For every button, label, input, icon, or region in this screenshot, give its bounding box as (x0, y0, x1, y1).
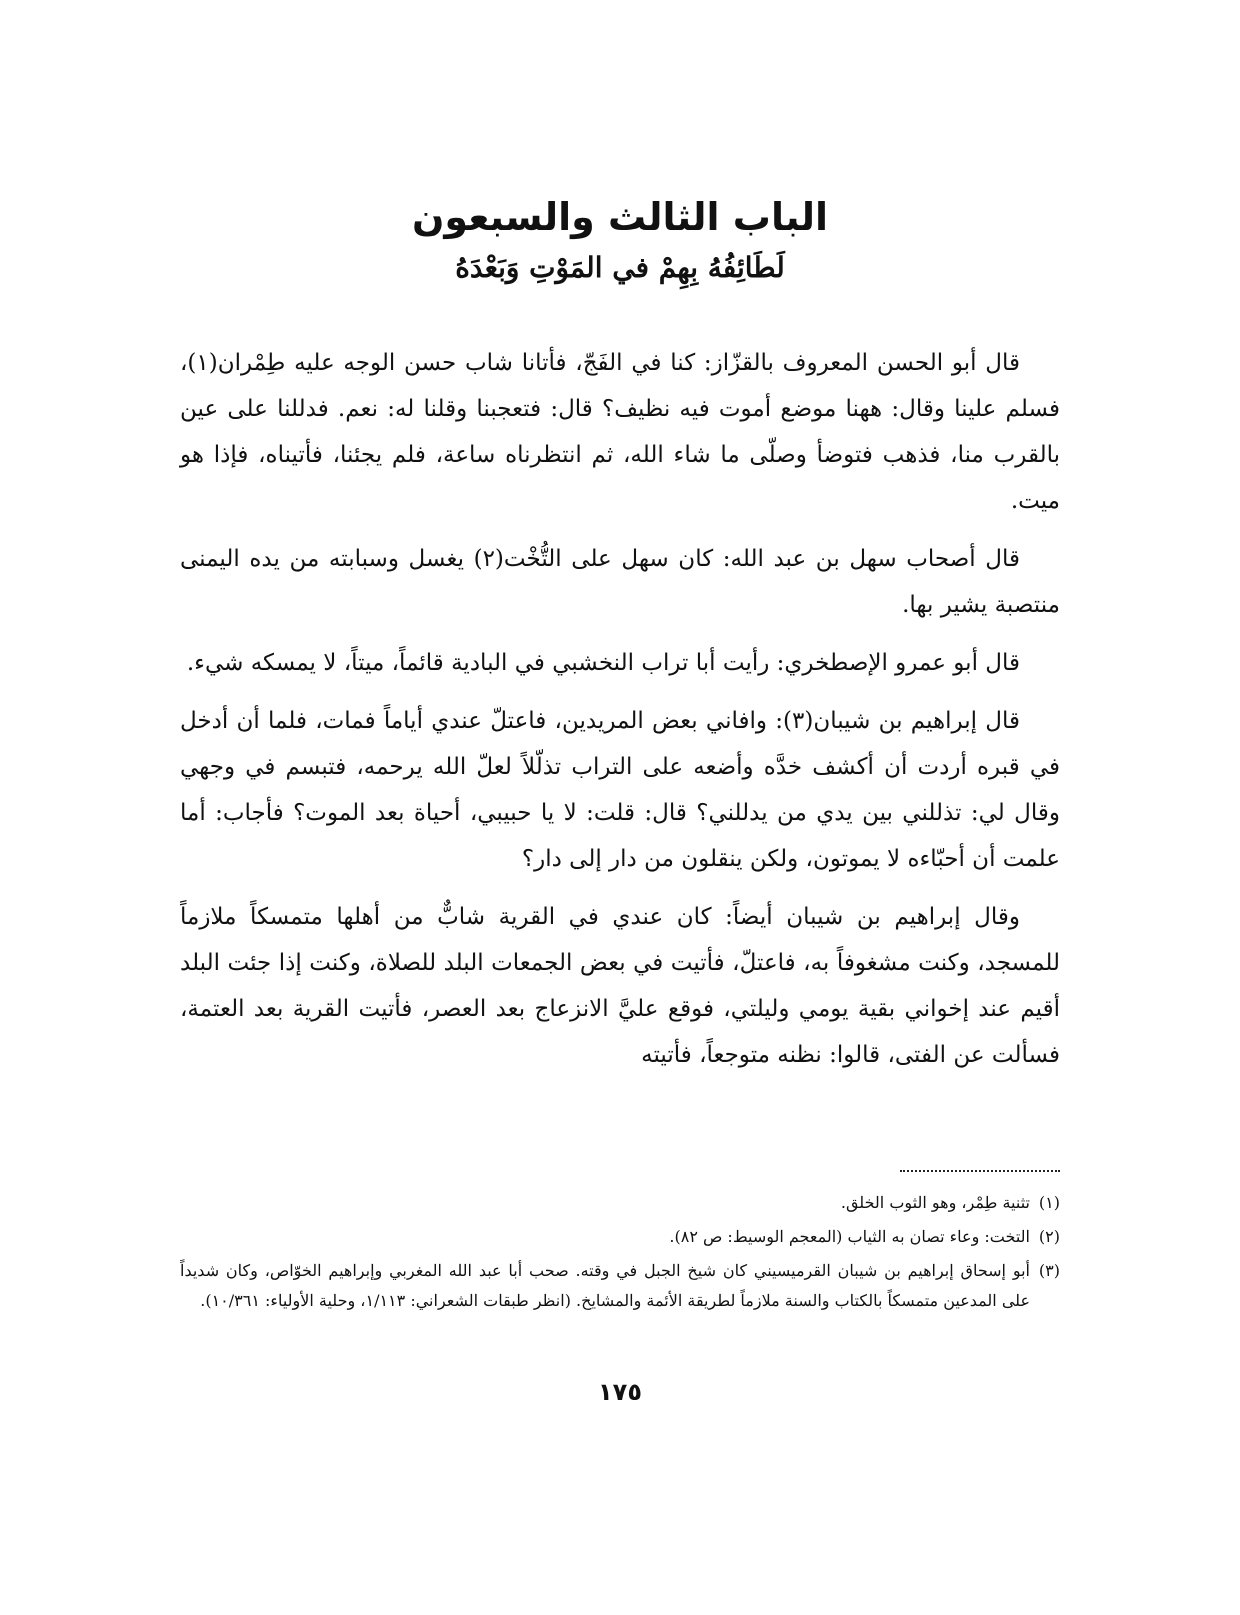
paragraph: قال إبراهيم بن شيبان(٣): وافاني بعض المريدين، فاعتلّ عندي أياماً فمات، فلما أن أدخل في قبره أردت أن أكشف خدَّه وأضعه على التراب تذلّلاً لعلّ الله يرحمه، فتبسم في وجهي وقال لي: تذللني بين يدي من يدللني؟ قال: قلت: لا يا حبيبي، أحياة بعد الموت؟ فأجاب: أما علمت أن أحبّاءه لا يموتون، ولكن ينقلون من دار إلى دار؟ (180, 708, 1060, 872)
chapter-title: الباب الثالث والسبعون (411, 195, 829, 239)
paragraph: قال أبو الحسن المعروف بالقزّاز: كنا في الفَجّ، فأتانا شاب حسن الوجه عليه طِمْران(١)، فسلم علينا وقال: ههنا موضع أموت فيه نظيف؟ قال: فتعجبنا وقلنا له: نعم. فدللنا على عين بالقرب منا، فذهب فتوضأ وصلّى ما شاء الله، ثم انتظرناه ساعة، فلم يجئنا، فأتيناه، فإذا هو ميت. (180, 350, 1060, 514)
footnote (180, 1256, 1060, 1316)
paragraph: وقال إبراهيم بن شيبان أيضاً: كان عندي في القرية شابٌّ من أهلها متمسكاً ملازماً للمسجد، وكنت مشغوفاً به، فاعتلّ، فأتيت في بعض الجمعات البلد للصلاة، وكنت إذا جئت البلد أقيم عند إخواني بقية يومي وليلتي، فوقع عليَّ الانزعاج بعد العصر، فأتيت القرية بعد العتمة، فسألت عن الفتى، قالوا: نظنه متوجعاً، فأتيته (180, 904, 1060, 1068)
footnote-text: تثنية طِمْر، وهو الثوب الخلق. (840, 1193, 1030, 1212)
footnote-text: أبو إسحاق إبراهيم بن شيبان القرميسيني كان شيخ الجبل في وقته. صحب أبا عبد الله المغربي وإبراهيم الخوّاص، وكان شديداً على المدعين متمسكاً بالكتاب والسنة ملازماً لطريقة الأئمة والمشايخ. (انظر طبقات الشعراني: ١/١١٣، وحلية الأولياء: ١٠/٣٦١). (180, 1261, 1030, 1310)
footnote-number: (٢) (1038, 1227, 1060, 1246)
paragraph: قال أصحاب سهل بن عبد الله: كان سهل على التُّخْت(٢) يغسل وسبابته من يده اليمنى منتصبة يشير بها. (180, 546, 1060, 618)
book-page (180, 0, 1060, 1615)
paragraph: قال أبو عمرو الإصطخري: رأيت أبا تراب النخشبي في البادية قائماً، ميتاً، لا يمسكه شيء. (186, 650, 1020, 676)
footnote-number: (١) (1038, 1193, 1060, 1212)
chapter-subtitle: لَطَائِفُهُ بِهِمْ في المَوْتِ وَبَعْدَهُ (455, 251, 785, 284)
footnote (180, 1188, 1060, 1218)
footnote-number: (٣) (1038, 1261, 1060, 1280)
footnote (180, 1222, 1060, 1252)
footnote-text: التخت: وعاء تصان به الثياب (المعجم الوسيط: ص ٨٢). (669, 1227, 1030, 1246)
footnotes (180, 1188, 1060, 1320)
body-text (180, 340, 1060, 1090)
page-number: ١٧٥ (598, 1378, 642, 1406)
footnote-divider (900, 1170, 1060, 1172)
